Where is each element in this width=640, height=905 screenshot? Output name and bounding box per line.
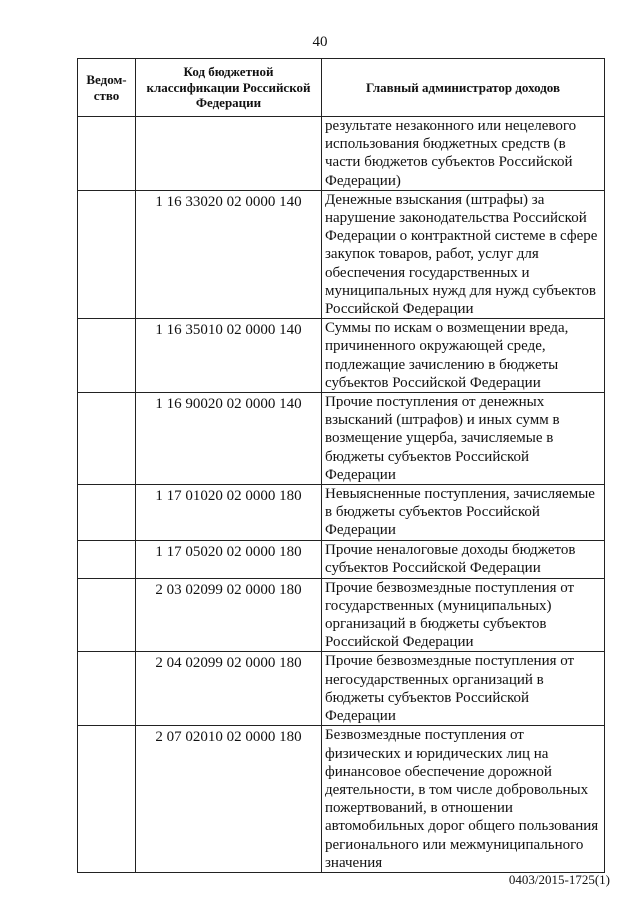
header-administrator: Главный администратор доходов	[322, 59, 605, 117]
row-department	[78, 190, 136, 318]
table-row	[78, 540, 605, 578]
row-code: 2 04 02099 02 0000 180	[136, 652, 322, 726]
table-row	[78, 117, 605, 191]
row-administrator: Невыясненные поступления, зачисляемые в бюджеты субъектов Российской Федерации	[322, 485, 605, 541]
row-administrator: Прочие безвозмездные поступления от государственных (муниципальных) организаций в бюджеты субъектов Российской Федерации	[322, 578, 605, 652]
row-administrator: результате незаконного или нецелевого использования бюджетных средств (в части бюджетов субъектов Российской Федерации)	[322, 117, 605, 191]
table-row	[78, 190, 605, 318]
row-department	[78, 540, 136, 578]
table-row	[78, 652, 605, 726]
table-row	[78, 726, 605, 873]
row-code: 1 17 05020 02 0000 180	[136, 540, 322, 578]
table-row	[78, 319, 605, 393]
row-administrator: Суммы по искам о возмещении вреда, причиненного окружающей среде, подлежащие зачислению в бюджеты субъектов Российской Федерации	[322, 319, 605, 393]
table-row	[78, 485, 605, 541]
row-code	[136, 117, 322, 191]
row-department	[78, 393, 136, 485]
page-number: 40	[312, 34, 328, 50]
row-administrator: Денежные взыскания (штрафы) за нарушение законодательства Российской Федерации о контрактной системе в сфере закупок товаров, работ, услуг для обеспечения государственных и муниципальных нужд для нужд субъектов Российской Федерации	[322, 190, 605, 318]
row-code: 1 17 01020 02 0000 180	[136, 485, 322, 541]
row-administrator: Прочие поступления от денежных взысканий (штрафов) и иных сумм в возмещение ущерба, зачисляемые в бюджеты субъектов Российской Федерации	[322, 393, 605, 485]
row-code: 1 16 90020 02 0000 140	[136, 393, 322, 485]
budget-classification-table	[77, 58, 605, 873]
table-row	[78, 393, 605, 485]
row-department	[78, 485, 136, 541]
row-department	[78, 726, 136, 873]
row-code: 1 16 35010 02 0000 140	[136, 319, 322, 393]
table-row	[78, 578, 605, 652]
row-administrator: Безвозмездные поступления от физических и юридических лиц на финансовое обеспечение дорожной деятельности, в том числе добровольных пожертвований, в отношении автомобильных дорог общего пользования регионального или межмуниципального значения	[322, 726, 605, 873]
header-code: Код бюджетной классификации Российской Федерации	[136, 59, 322, 117]
document-id: 0403/2015-1725(1)	[508, 872, 610, 887]
row-department	[78, 578, 136, 652]
row-administrator: Прочие неналоговые доходы бюджетов субъектов Российской Федерации	[322, 540, 605, 578]
row-department	[78, 652, 136, 726]
row-code: 2 07 02010 02 0000 180	[136, 726, 322, 873]
header-department: Ведом-ство	[78, 59, 136, 117]
row-department	[78, 319, 136, 393]
row-code: 2 03 02099 02 0000 180	[136, 578, 322, 652]
row-department	[78, 117, 136, 191]
row-administrator: Прочие безвозмездные поступления от негосударственных организаций в бюджеты субъектов Российской Федерации	[322, 652, 605, 726]
table-header-row	[78, 59, 605, 117]
row-code: 1 16 33020 02 0000 140	[136, 190, 322, 318]
